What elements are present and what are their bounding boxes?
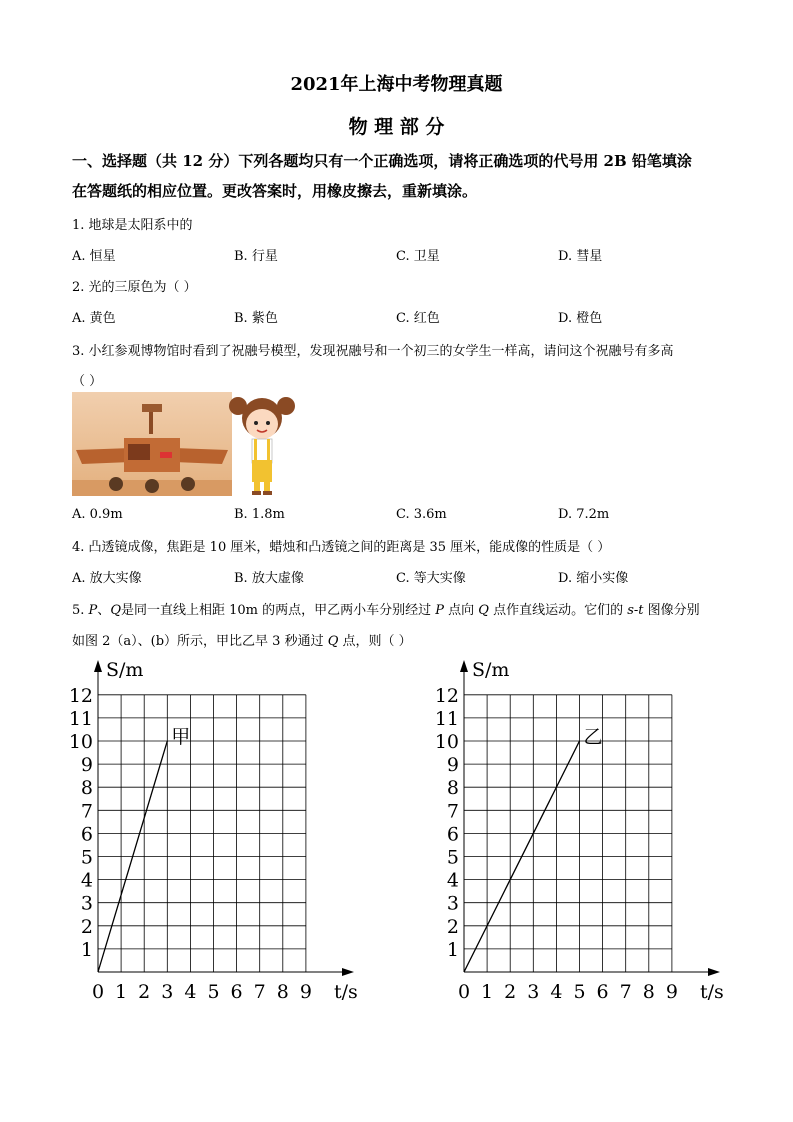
question-3-stem-2: （ ） [72, 374, 103, 389]
y-axis-arrow [94, 660, 102, 672]
y-tick-label: 1 [80, 938, 93, 961]
y-tick-label: 10 [68, 731, 93, 753]
question-2-stem: 2. 光的三原色为（ ） [72, 280, 197, 295]
q5-text: 图像分别 [643, 603, 700, 618]
q5-text: 点，则（ ） [338, 634, 412, 649]
q4-option-a: A. 放大实像 [72, 571, 142, 586]
x-tick-label: 9 [299, 981, 312, 1003]
q5-var-q: Q [327, 634, 339, 649]
q5-text: 是同一直线上相距 10m 的两点，甲乙两小车分别经过 [120, 603, 436, 618]
q2-option-c: C. 红色 [396, 311, 440, 326]
y-tick-label: 3 [446, 892, 459, 915]
y-tick-label: 6 [80, 823, 93, 846]
q3-option-c: C. 3.6m [396, 507, 447, 522]
q1-option-b: B. 行星 [234, 249, 278, 264]
q5-text: 点作直线运动。它们的 [488, 603, 628, 618]
x-tick-label: 5 [573, 981, 586, 1003]
question-4-stem: 4. 凸透镜成像，焦距是 10 厘米，蜡烛和凸透镜之间的距离是 35 厘米，能成像的性质是（ ） [72, 540, 611, 555]
x-tick-label: 3 [527, 981, 540, 1003]
series-label: 甲 [171, 726, 191, 748]
y-tick-label: 7 [446, 800, 459, 823]
q5-text: 、 [97, 603, 111, 618]
y-tick-label: 6 [446, 823, 459, 846]
x-axis-label: t/s [334, 981, 358, 1003]
x-axis-label: t/s [700, 981, 724, 1003]
q1-option-d: D. 彗星 [558, 249, 603, 264]
y-tick-label: 9 [80, 754, 93, 777]
x-tick-label: 2 [504, 981, 517, 1003]
q5-var-p: P [435, 603, 445, 618]
q4-option-c: C. 等大实像 [396, 571, 466, 586]
x-tick-label: 2 [138, 981, 151, 1003]
y-tick-label: 8 [80, 777, 93, 800]
q5-text: 5. [72, 603, 89, 618]
x-tick-label: 8 [642, 981, 655, 1003]
section-line-2: 在答题纸的相应位置。更改答案时，用橡皮擦去，重新填涂。 [72, 182, 478, 200]
y-axis-arrow [460, 660, 468, 672]
q5-var-st: s-t [627, 603, 644, 618]
x-tick-label: 1 [481, 981, 494, 1003]
y-tick-label: 5 [80, 846, 93, 869]
q3-option-b: B. 1.8m [234, 507, 285, 522]
q5-var-q: Q [110, 603, 121, 618]
girl-cartoon [228, 392, 296, 496]
x-tick-label: 7 [619, 981, 632, 1003]
x-tick-label: 4 [550, 981, 563, 1003]
x-tick-label: 4 [184, 981, 197, 1003]
x-tick-label: 8 [276, 981, 289, 1003]
x-tick-label: 9 [665, 981, 678, 1003]
question-1-stem: 1. 地球是太阳系中的 [72, 218, 193, 233]
x-tick-label: 1 [115, 981, 128, 1003]
y-tick-label: 5 [446, 846, 459, 869]
page-subtitle: 物 理 部 分 [348, 116, 445, 138]
y-tick-label: 4 [80, 869, 93, 892]
st-graph-b [426, 650, 746, 1010]
y-tick-label: 11 [434, 707, 459, 730]
q5-var-p: P [88, 603, 98, 618]
series-label: 乙 [583, 726, 603, 748]
y-tick-label: 7 [80, 800, 93, 823]
y-axis-label: S/m [472, 659, 510, 681]
x-tick-label: 6 [230, 981, 243, 1003]
y-tick-label: 3 [80, 892, 93, 915]
x-tick-label: 7 [253, 981, 266, 1003]
question-5-stem [72, 599, 700, 618]
y-tick-label: 12 [434, 684, 459, 707]
y-tick-label: 4 [446, 869, 459, 892]
q1-option-c: C. 卫星 [396, 249, 440, 264]
st-graph-a [60, 650, 380, 1010]
q1-option-a: A. 恒星 [72, 249, 116, 264]
y-tick-label: 1 [446, 938, 459, 961]
x-tick-label: 0 [457, 981, 471, 1003]
x-tick-label: 5 [207, 981, 220, 1003]
y-tick-label: 2 [80, 915, 93, 938]
q3-option-d: D. 7.2m [558, 507, 610, 522]
x-tick-label: 6 [596, 981, 609, 1003]
x-tick-label: 3 [161, 981, 174, 1003]
y-axis-label: S/m [106, 659, 144, 681]
section-instruction [72, 146, 732, 206]
y-tick-label: 10 [434, 731, 459, 753]
rover-photo [72, 392, 232, 496]
q2-option-d: D. 橙色 [558, 311, 603, 326]
question-3-stem: 3. 小红参观博物馆时看到了祝融号模型，发现祝融号和一个初三的女学生一样高，请问这个祝融号有多高 [72, 344, 674, 359]
q3-option-a: A. 0.9m [72, 507, 123, 522]
q5-text: 点向 [444, 603, 479, 618]
q5-text: 如图 2（a）、(b）所示，甲比乙早 3 秒通过 [72, 634, 328, 649]
y-tick-label: 12 [68, 684, 93, 707]
q2-option-a: A. 黄色 [72, 311, 116, 326]
q2-option-b: B. 紫色 [234, 311, 278, 326]
y-tick-label: 11 [68, 707, 93, 730]
q5-var-q: Q [478, 603, 489, 618]
page-title: 2021年上海中考物理真题 [290, 74, 503, 95]
question-5-stem-2 [72, 630, 412, 649]
x-axis-arrow [342, 968, 354, 976]
q4-option-b: B. 放大虚像 [234, 571, 304, 586]
y-tick-label: 9 [446, 754, 459, 777]
y-tick-label: 8 [446, 777, 459, 800]
x-tick-label: 0 [91, 981, 105, 1003]
section-line-1: 一、选择题（共 12 分）下列各题均只有一个正确选项，请将正确选项的代号用 2B 铅笔填涂 [72, 152, 692, 170]
y-tick-label: 2 [446, 915, 459, 938]
x-axis-arrow [708, 968, 720, 976]
q4-option-d: D. 缩小实像 [558, 571, 629, 586]
